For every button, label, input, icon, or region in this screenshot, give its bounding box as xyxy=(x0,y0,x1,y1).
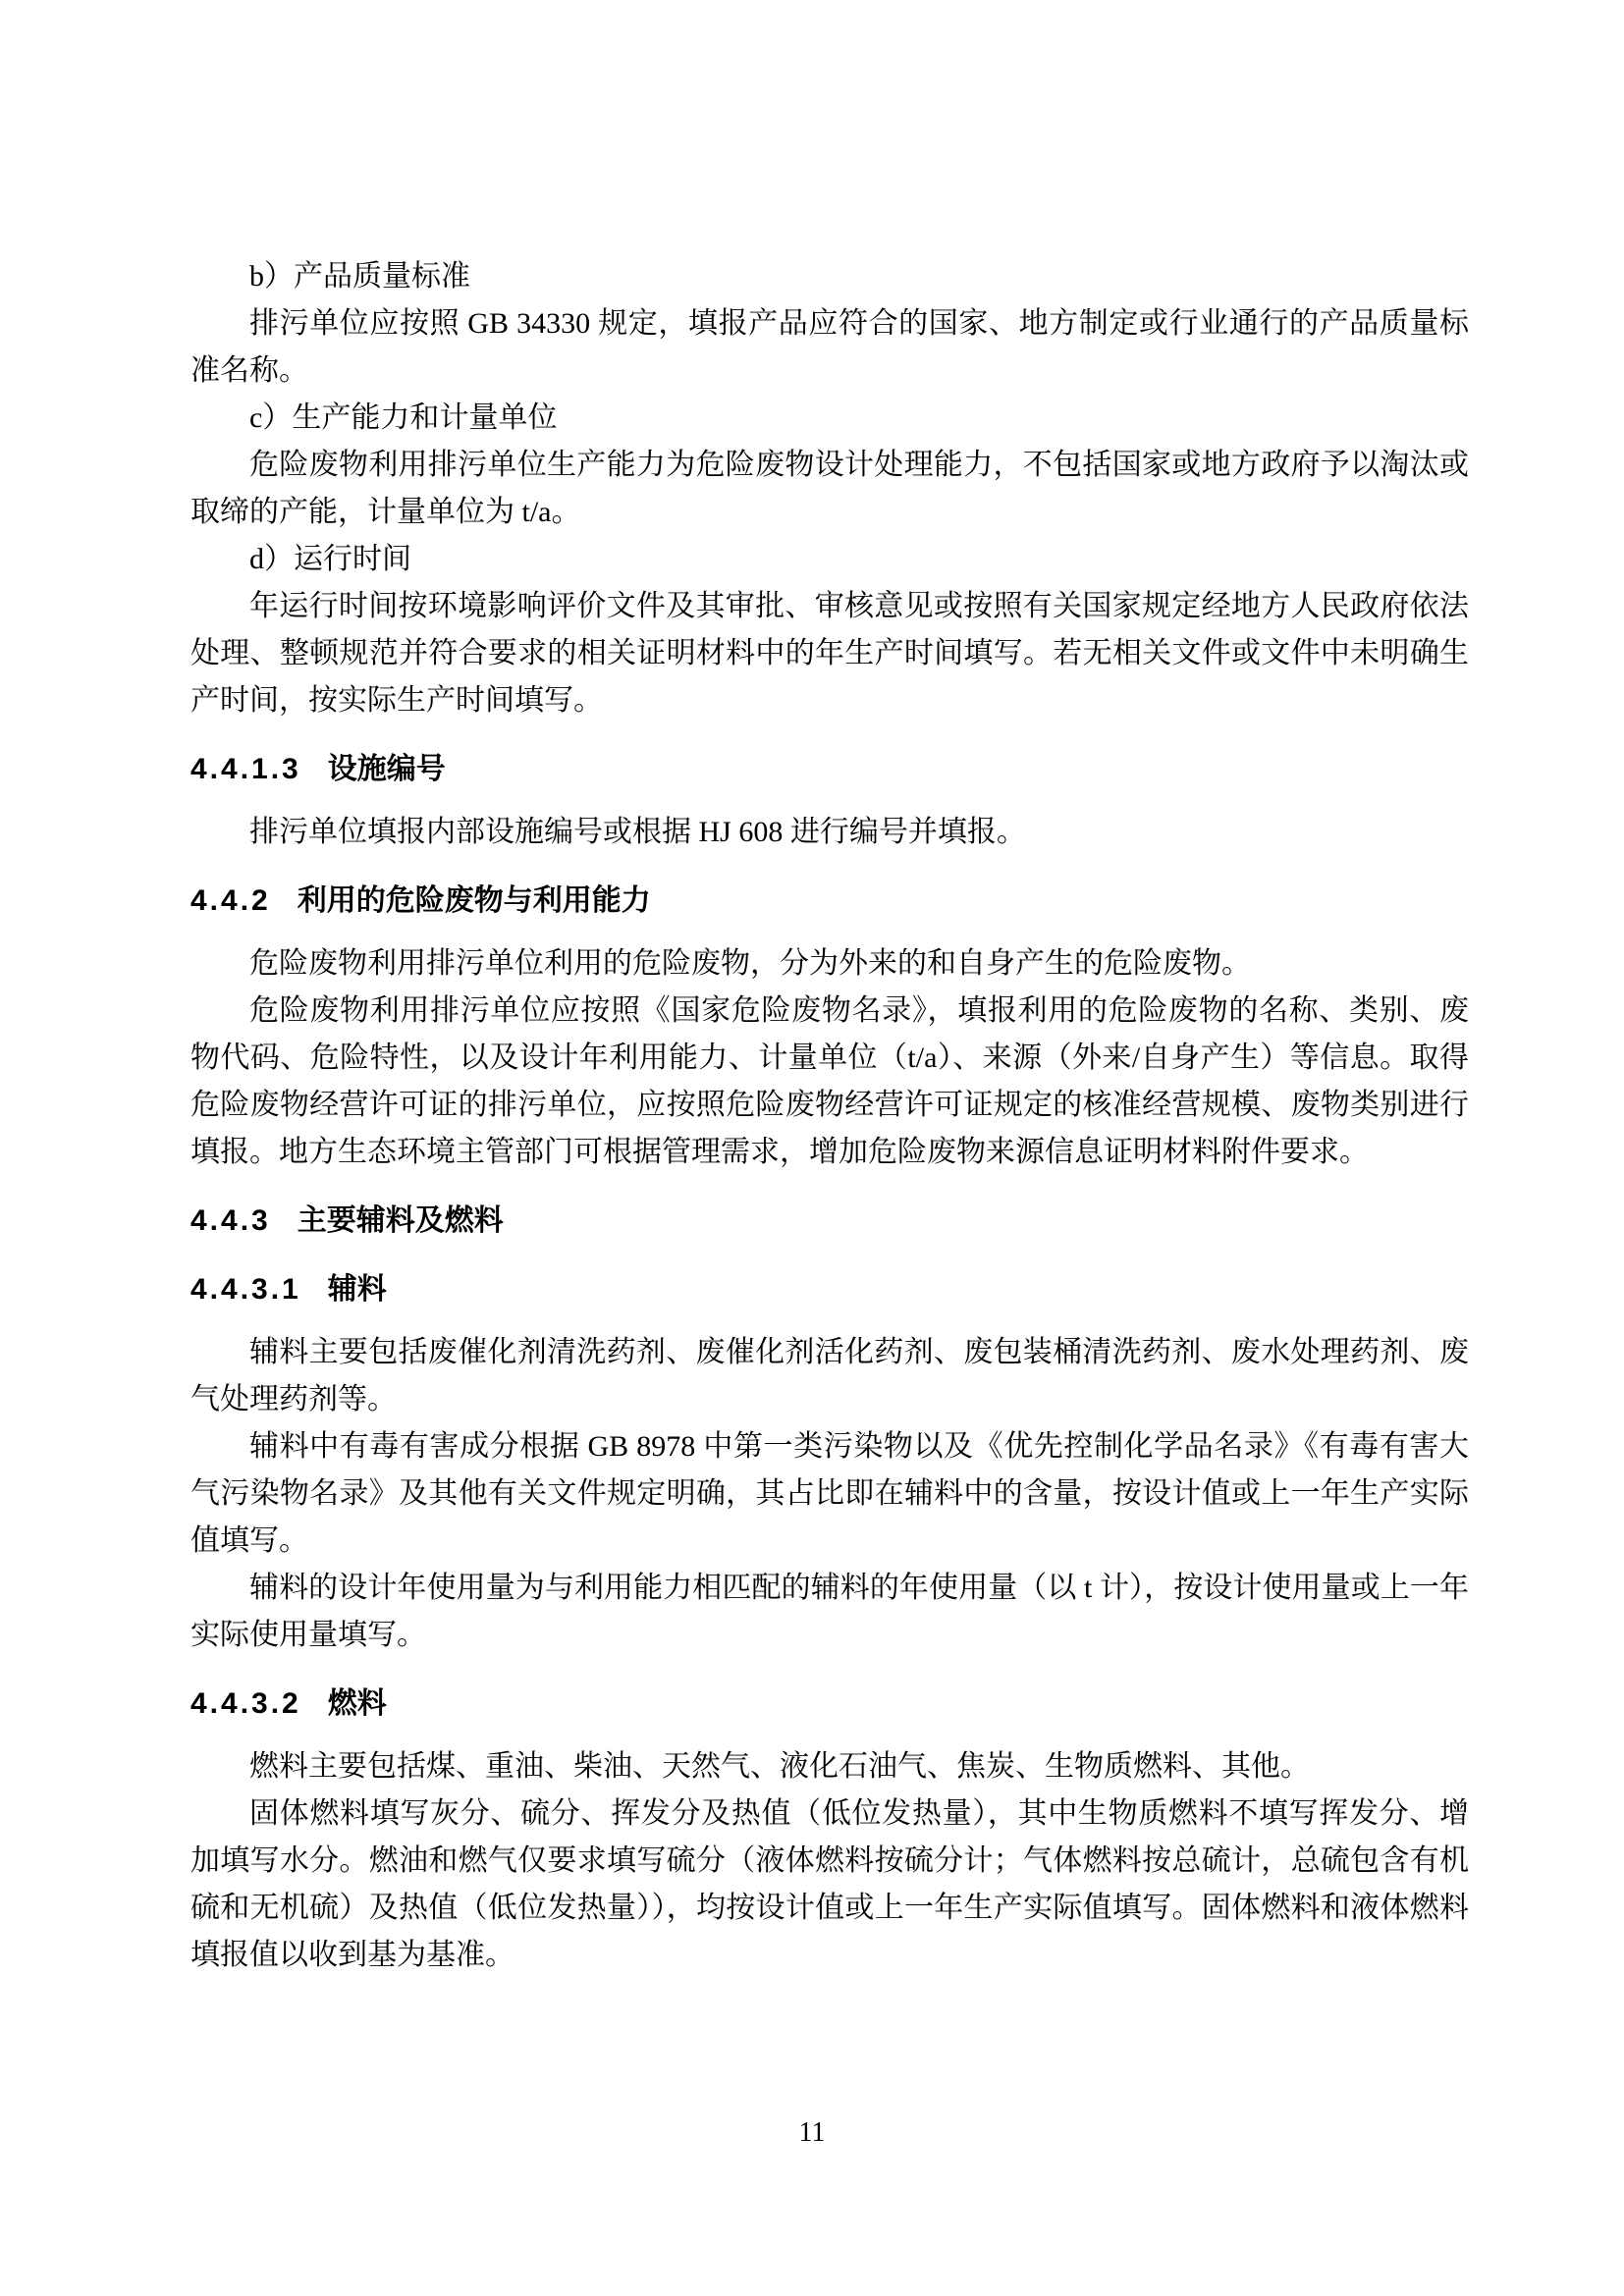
paragraph-capacity-unit: 危险废物利用排污单位生产能力为危险废物设计处理能力，不包括国家或地方政府予以淘汰或取缔的产能，计量单位为 t/a。 xyxy=(190,449,1469,528)
list-item-d: d）运行时间 xyxy=(249,543,411,575)
page-number: 11 xyxy=(798,2117,826,2148)
paragraph-auxiliary-usage: 辅料的设计年使用量为与利用能力相匹配的辅料的年使用量（以 t 计），按设计使用量或上一年实际使用量填写。 xyxy=(190,1572,1469,1651)
section-number: 4.4.2 xyxy=(190,884,271,917)
list-item-c: c）生产能力和计量单位 xyxy=(249,401,558,434)
section-heading-4-4-3-2 xyxy=(190,1681,1469,1728)
paragraph-operating-time: 年运行时间按环境影响评价文件及其审批、审核意见或按照有关国家规定经地方人民政府依法处理、整顿规范并符合要求的相关证明材料中的年生产时间填写。若无相关文件或文件中未明确生产时间，按实际生产时间填写。 xyxy=(190,590,1469,717)
paragraph-fuel-scope: 燃料主要包括煤、重油、柴油、天然气、液化石油气、焦炭、生物质燃料、其他。 xyxy=(249,1750,1310,1783)
section-number: 4.4.3.1 xyxy=(190,1273,301,1306)
paragraph-facility-number: 排污单位填报内部设施编号或根据 HJ 608 进行编号并填报。 xyxy=(249,816,1026,848)
section-heading-4-4-3-1 xyxy=(190,1266,1469,1313)
paragraph-auxiliary-toxic: 辅料中有毒有害成分根据 GB 8978 中第一类污染物以及《优先控制化学品名录》《有毒有害大气污染物名录》及其他有关文件规定明确，其占比即在辅料中的含量，按设计值或上一年生产实际值填写。 xyxy=(190,1430,1469,1557)
section-number: 4.4.3 xyxy=(190,1204,271,1237)
section-title: 利用的危险废物与利用能力 xyxy=(297,884,651,917)
section-heading-4-4-3 xyxy=(190,1198,1469,1245)
section-heading-4-4-1-3 xyxy=(190,746,1469,793)
section-title: 燃料 xyxy=(327,1687,387,1720)
list-item-b: b）产品质量标准 xyxy=(249,260,470,293)
section-title: 辅料 xyxy=(327,1273,387,1306)
document-body xyxy=(190,253,1469,1979)
section-title: 设施编号 xyxy=(327,753,446,785)
paragraph-waste-sources: 危险废物利用排污单位利用的危险废物，分为外来的和自身产生的危险废物。 xyxy=(249,947,1251,980)
section-title: 主要辅料及燃料 xyxy=(297,1204,504,1237)
section-number: 4.4.1.3 xyxy=(190,753,301,785)
section-heading-4-4-2 xyxy=(190,878,1469,925)
paragraph-product-quality: 排污单位应按照 GB 34330 规定，填报产品应符合的国家、地方制定或行业通行的产品质量标准名称。 xyxy=(190,307,1469,387)
section-number: 4.4.3.2 xyxy=(190,1687,301,1720)
paragraph-waste-catalog: 危险废物利用排污单位应按照《国家危险废物名录》，填报利用的危险废物的名称、类别、废物代码、危险特性，以及设计年利用能力、计量单位（t/a）、来源（外来/自身产生）等信息。取得危险废物经营许可证的排污单位，应按照危险废物经营许可证规定的核准经营规模、废物类别进行填报。地方生态环境主管部门可根据管理需求，增加危险废物来源信息证明材料附件要求。 xyxy=(190,994,1469,1168)
page-footer xyxy=(0,2116,1624,2150)
paragraph-fuel-parameters: 固体燃料填写灰分、硫分、挥发分及热值（低位发热量），其中生物质燃料不填写挥发分、增加填写水分。燃油和燃气仅要求填写硫分（液体燃料按硫分计；气体燃料按总硫计，总硫包含有机硫和无机硫）及热值（低位发热量）），均按设计值或上一年生产实际值填写。固体燃料和液体燃料填报值以收到基为基准。 xyxy=(190,1797,1469,1971)
paragraph-auxiliary-scope: 辅料主要包括废催化剂清洗药剂、废催化剂活化药剂、废包装桶清洗药剂、废水处理药剂、废气处理药剂等。 xyxy=(190,1336,1469,1415)
